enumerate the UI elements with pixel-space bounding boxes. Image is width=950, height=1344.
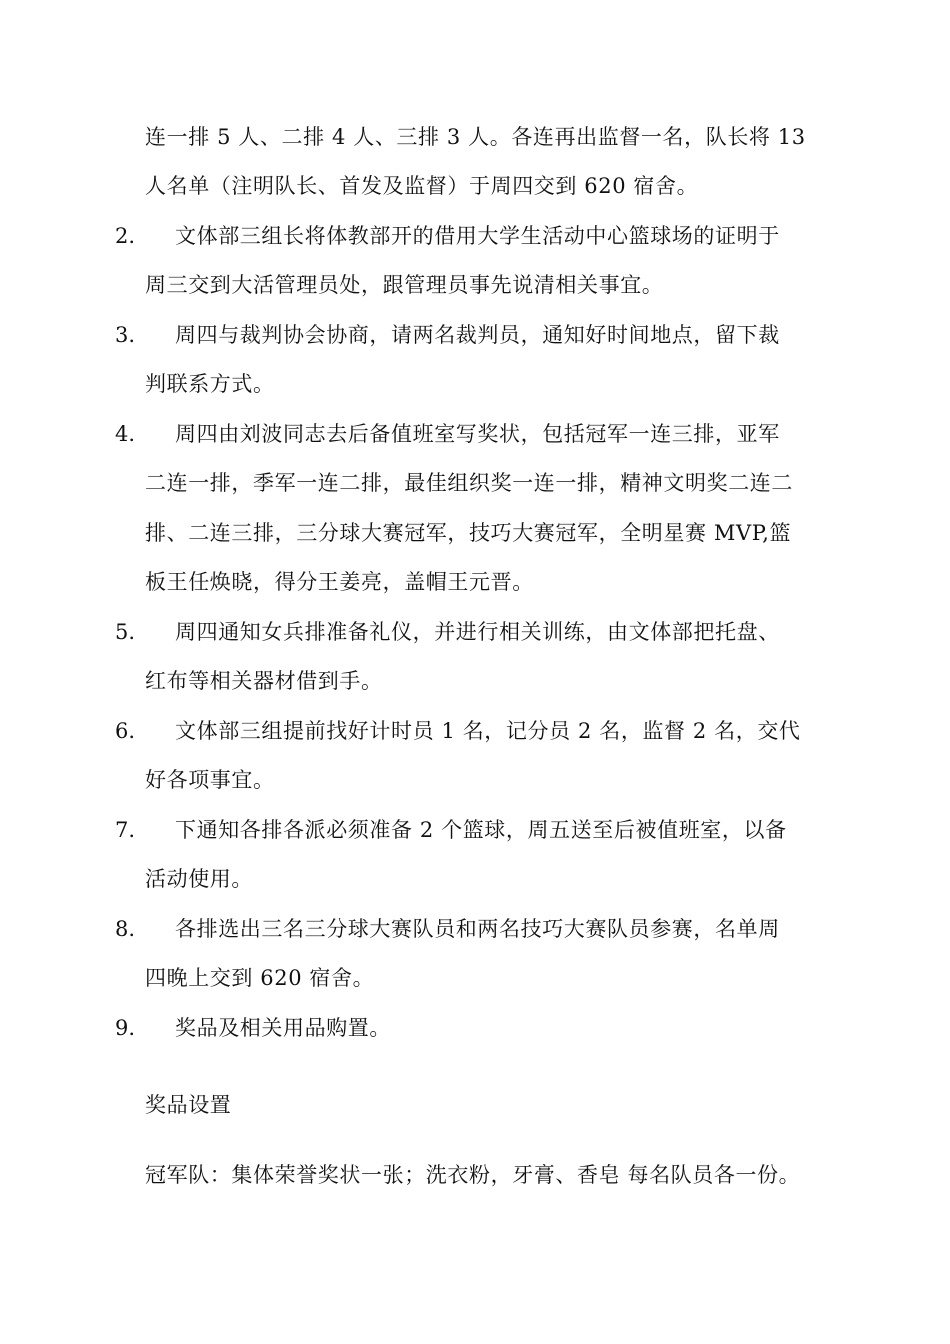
list-item-number: 2. (115, 224, 136, 248)
list-item-text: 周三交到大活管理员处，跟管理员事先说清相关事宜。 (145, 273, 664, 297)
list-item-text: 各排选出三名三分球大赛队员和两名技巧大赛队员参赛，名单周 (175, 917, 780, 941)
list-item-text: 二连一排，季军一连二排，最佳组织奖一连一排，精神文明奖二连二 (145, 471, 793, 495)
list-item-text: 活动使用。 (145, 867, 253, 891)
list-item-text: 四晚上交到 620 宿舍。 (145, 966, 375, 990)
list-item-text: 排、二连三排，三分球大赛冠军，技巧大赛冠军，全明星赛 MVP,篮 (145, 521, 792, 545)
list-item-text: 文体部三组提前找好计时员 1 名，记分员 2 名，监督 2 名，交代 (175, 719, 801, 743)
prize-heading: 奖品设置 (145, 1093, 232, 1117)
list-item-text: 周四通知女兵排准备礼仪，并进行相关训练，由文体部把托盘、 (175, 620, 780, 644)
list-item-text: 周四由刘波同志去后备值班室写奖状，包括冠军一连三排，亚军 (175, 422, 780, 446)
intro-line: 人名单（注明队长、首发及监督）于周四交到 620 宿舍。 (145, 174, 699, 198)
list-item-number: 7. (115, 818, 136, 842)
list-item-text: 红布等相关器材借到手。 (145, 669, 383, 693)
list-item-text: 下通知各排各派必须准备 2 个篮球，周五送至后被值班室，以备 (175, 818, 787, 842)
list-item-text: 奖品及相关用品购置。 (175, 1016, 391, 1040)
champion-prize-line: 冠军队：集体荣誉奖状一张；洗衣粉，牙膏、香皂 每名队员各一份。 (145, 1163, 801, 1187)
list-item-text: 文体部三组长将体教部开的借用大学生活动中心篮球场的证明于 (175, 224, 780, 248)
list-item-number: 4. (115, 422, 136, 446)
list-item-number: 5. (115, 620, 136, 644)
list-item-number: 9. (115, 1016, 136, 1040)
intro-line: 连一排 5 人、二排 4 人、三排 3 人。各连再出监督一名，队长将 13 (145, 125, 806, 149)
list-item-text: 周四与裁判协会协商，请两名裁判员，通知好时间地点，留下裁 (175, 323, 780, 347)
list-item-number: 8. (115, 917, 136, 941)
list-item-number: 3. (115, 323, 136, 347)
list-item-text: 好各项事宜。 (145, 768, 275, 792)
list-item-text: 判联系方式。 (145, 372, 275, 396)
list-item-text: 板王任焕晓，得分王姜亮，盖帽王元晋。 (145, 570, 534, 594)
list-item-number: 6. (115, 719, 136, 743)
